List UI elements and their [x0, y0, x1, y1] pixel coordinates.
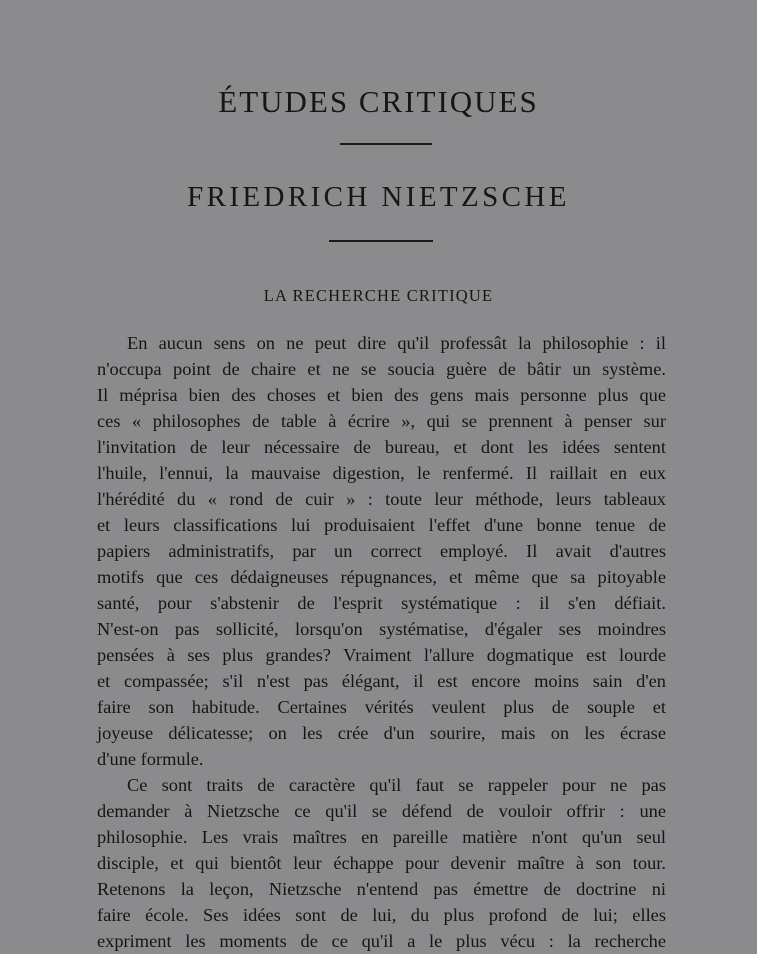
title-divider [340, 143, 432, 145]
text-line: motifs que ces dédaigneuses répugnances, et même que sa pitoyable [97, 567, 666, 587]
text-line: Ce sont traits de caractère qu'il faut se rappeler pour ne pas [127, 775, 666, 795]
text-line: En aucun sens on ne peut dire qu'il professât la philosophie : il [127, 333, 666, 353]
text-line: faire école. Ses idées sont de lui, du plus profond de lui; elles [97, 905, 666, 925]
text-line: papiers administratifs, par un correct employé. Il avait d'autres [97, 541, 666, 561]
author-divider [329, 240, 433, 242]
text-line: santé, pour s'abstenir de l'esprit systématique : il s'en défiait. [97, 593, 666, 613]
text-line: expriment les moments de ce qu'il a le plus vécu : la recherche [97, 931, 666, 951]
author-title: FRIEDRICH NIETZSCHE [187, 181, 570, 213]
text-line: pensées à ses plus grandes? Vraiment l'allure dogmatique est lourde [97, 645, 666, 665]
text-line: philosophie. Les vrais maîtres en pareille matière n'ont qu'un seul [97, 827, 666, 847]
text-line: l'hérédité du « rond de cuir » : toute leur méthode, leurs tableaux [97, 489, 666, 509]
chapter-title: LA RECHERCHE CRITIQUE [263, 286, 494, 305]
text-line: Retenons la leçon, Nietzsche n'entend pas émettre de doctrine ni [97, 879, 666, 899]
text-line: Il méprisa bien des choses et bien des gens mais personne plus que [97, 385, 666, 405]
body-text [97, 330, 666, 954]
section-title: ÉTUDES CRITIQUES [218, 84, 539, 119]
text-line: demander à Nietzsche ce qu'il se défend de vouloir offrir : une [97, 801, 666, 821]
text-line: N'est-on pas sollicité, lorsqu'on systématise, d'égaler ses moindres [97, 619, 666, 639]
text-line: n'occupa point de chaire et ne se soucia guère de bâtir un système. [97, 359, 666, 379]
text-line: d'une formule. [97, 749, 204, 769]
text-line: joyeuse délicatesse; on les crée d'un sourire, mais on les écrase [97, 723, 666, 743]
text-line: et leurs classifications lui produisaient l'effet d'une bonne tenue de [97, 515, 666, 535]
text-line: ces « philosophes de table à écrire », qui se prennent à penser sur [97, 411, 666, 431]
text-line: disciple, et qui bientôt leur échappe pour devenir maître à son tour. [97, 853, 666, 873]
text-line: l'invitation de leur nécessaire de bureau, et dont les idées sentent [97, 437, 666, 457]
text-line: et compassée; s'il n'est pas élégant, il est encore moins sain d'en [97, 671, 666, 691]
text-line: faire son habitude. Certaines vérités veulent plus de souple et [97, 697, 666, 717]
text-line: l'huile, l'ennui, la mauvaise digestion, le renfermé. Il raillait en eux [97, 463, 666, 483]
